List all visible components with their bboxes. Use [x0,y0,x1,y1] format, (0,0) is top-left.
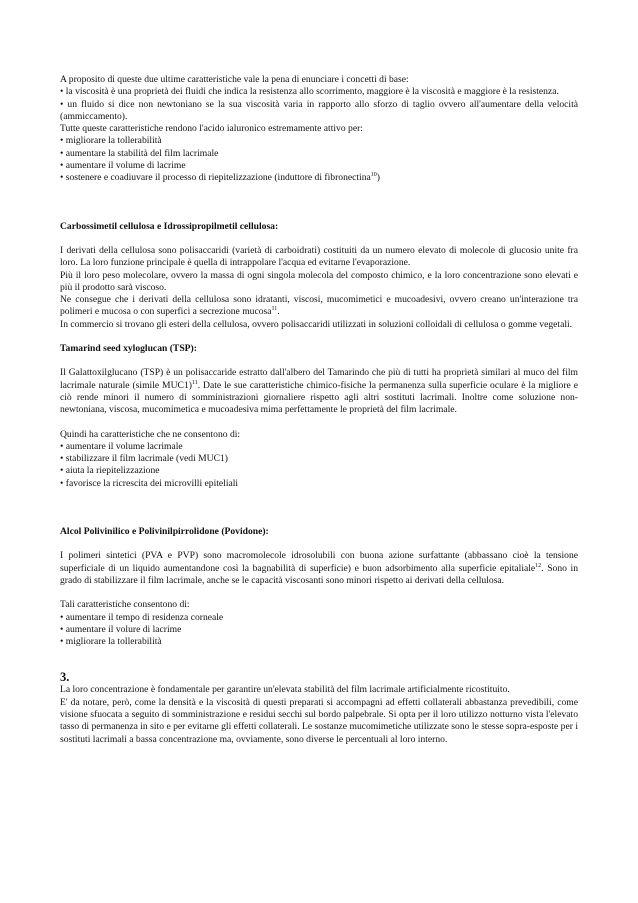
paragraph-text: . Date le sue caratteristiche chimico-fisiche la permanenza sulla superficie oculare è la migliore e ciò rende minori il numero di somministrazioni giornaliere rispetto agli altri sostituti lacrimali. Inoltre come soluzione non-newtoniana, viscosa, mucomimetica e mucoadesiva mima perfettamente le proprietà del film lacrimale. [60,379,578,416]
list-lead: Quindi ha caratteristiche che ne consentono di: [60,428,241,440]
list-item: • migliorare la tollerabilità [60,636,162,648]
intro-section [60,74,578,185]
paragraph [60,367,578,416]
section-3 [60,670,578,745]
list-lead: Tali caratteristiche consentono di: [60,599,190,611]
paragraph-text: I polimeri sintetici (PVA e PVP) sono macromolecole idrosolubili con buona azione surfattante (abbassano cioè la tensione superficiale di un liquido aumentandone così la bagnabilità di superficie) e buon adsorbimento alla superficie epitaliale [60,550,578,574]
document-page [60,74,578,746]
list-item: • aumentare il volume di lacrime [60,160,186,172]
paragraph-end: . [277,306,280,318]
list-item [60,172,578,184]
footnote-ref: 11 [191,379,198,386]
section-number: 3. [60,670,70,685]
paragraph [60,294,578,319]
cellulose-section [60,221,578,331]
tamarind-section [60,343,578,490]
list-item: • aumentare il tempo di residenza corneale [60,611,224,623]
list-item: • aumentare il volure di lacrime [60,623,182,635]
povidone-section [60,526,578,648]
paragraph-text: Il Galattoxilglucano (TSP) è un polisaccaride estratto dall'albero del Tamarindo che più di tutti ha proprietà similari al muco del film lacrimale naturale (simile MUC1) [60,367,578,391]
paragraph: E' da notare, però, come la densità e la viscosità di questi preparati si accompagni ad effetti collaterali abbastanza prevedibili, come visione sfuocata a seguito di somministrazione e residui secchi sul bordo palpebrale. Si opta per il loro utilizzo notturno vista l'elevato tasso di permanenza in sito e per evitarne gli effetti collaterali. Le sostanze mucomimetiche utilizzate sono le stesse sopra-esposte per i sostituti lacrimali a bassa concentrazione ma, ovviamente, sono diverse le percentuali al loro interno. [60,696,578,745]
footnote-ref: 12 [535,562,542,569]
intro-lead: A proposito di queste due ultime caratteristiche vale la pena di enunciare i concetti di base: [60,74,409,85]
section-heading: Alcol Polivinilico e Polivinilpirrolidone (Povidone): [60,526,269,538]
list-item-end: ) [376,172,380,184]
section-heading: Tamarind seed xyloglucan (TSP): [60,343,197,355]
properties-lead: Tutte queste caratteristiche rendono l'acido ialuronico estremamente attivo per: [60,123,363,135]
list-item: • favorisce la ricrescita dei microvilli epiteliali [60,477,239,489]
list-item-text: • sostenere e coadiuvare il processo di riepitelizzazione (induttore di fibronectina [60,172,371,184]
list-item: • la viscosità è una proprietà dei fluidi che indica la resistenza allo scorrimento, maggiore è la viscosità e maggiore è la resistenza. [60,86,559,98]
list-item: • aumentare la stabilità del film lacrimale [60,147,219,159]
paragraph-text: . Sono in grado di stabilizzare il film lacrimale, anche se le capacità viscosanti sono minori rispetto ai derivati della cellulosa. [60,562,578,586]
paragraph: In commercio si trovano gli esteri della cellulosa, ovvero polisaccaridi utilizzati in soluzioni colloidali di cellulosa o gomme vegetali. [60,318,573,330]
footnote-ref: 11 [271,306,278,313]
list-item: • un fluido si dice non newtoniano se la sua viscosità varia in rapporto allo sforzo di taglio ovvero all'aumentare della velocità (ammiccamento). [60,98,578,122]
paragraph [60,550,578,587]
list-item: • aumentare il volume lacrimale [60,440,183,452]
paragraph-text: Ne consegue che i derivati della cellulosa sono idratanti, viscosi, mucomimetici e mucoadesivi, ovvero creano un'interazione tra polimeri e mucosa o con superfici a secrezione mucosa [60,294,578,318]
list-item: • aiuta la riepitelizzazione [60,465,160,477]
paragraph: Più il loro peso molecolare, ovvero la massa di ogni singola molecola del composto chimico, e la loro concentrazione sono elevati e più il prodotto sarà viscoso. [60,269,578,293]
paragraph: I derivati della cellulosa sono polisaccaridi (varietà di carboidrati) costituiti da un numero elevato di molecole di glucosio unite fra loro. La loro funzione principale è quella di intrappolare l'acqua ed evitarne l'evaporazione. [60,244,578,269]
section-heading: Carbossimetil cellulosa e Idrossipropilmetil cellulosa: [60,220,279,232]
list-item: • migliorare la tollerabilità [60,135,162,147]
list-item: • stabilizzare il film lacrimale (vedi MUC1) [60,453,228,465]
paragraph: La loro concentrazione è fondamentale per garantire un'elevata stabilità del film lacrimale artificialmente ricostituito. [60,684,510,696]
footnote-ref: 10 [370,172,377,179]
